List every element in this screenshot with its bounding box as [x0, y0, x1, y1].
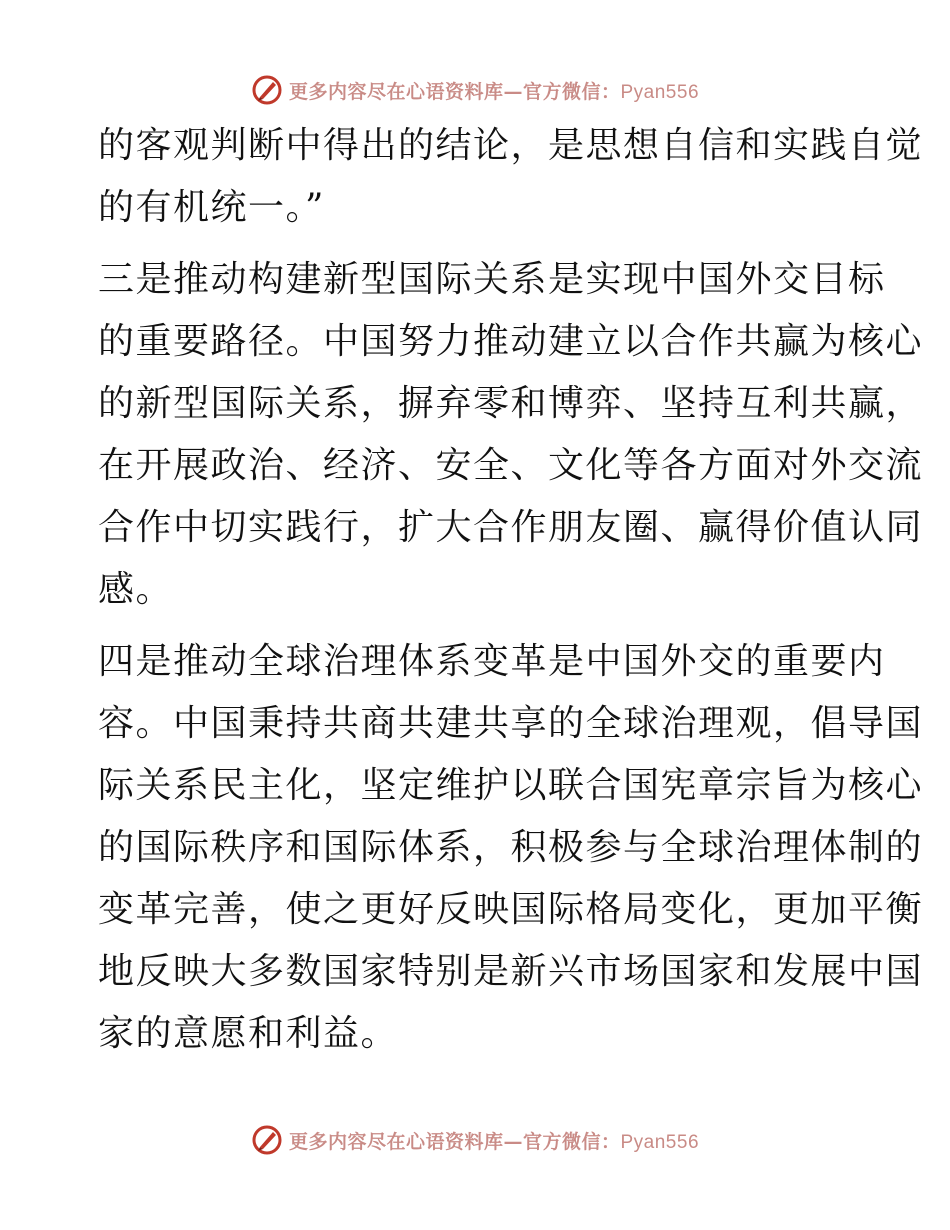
text-line: 家的意愿和利益。: [98, 1013, 399, 1054]
pen-logo-icon: [251, 74, 283, 106]
text-line: 际关系民主化，坚定维护以联合国宪章宗旨为核心: [98, 765, 924, 806]
text-line: 的重要路径。中国努力推动建立以合作共赢为核心: [98, 321, 924, 362]
text-line: 的国际秩序和国际体系，积极参与全球治理体制的: [98, 827, 924, 868]
footer-banner: [0, 1120, 950, 1160]
text-line: 的客观判断中得出的结论，是思想自信和实践自觉: [98, 125, 924, 166]
pen-logo-icon: [251, 1124, 283, 1156]
text-line: 四是推动全球治理体系变革是中国外交的重要内: [98, 641, 886, 682]
paragraph-2: [98, 249, 924, 621]
document-body: [98, 115, 924, 1065]
header-banner: [0, 70, 950, 110]
text-line: 地反映大多数国家特别是新兴市场国家和发展中国: [98, 951, 924, 992]
text-line: 变革完善，使之更好反映国际格局变化，更加平衡: [98, 889, 924, 930]
text-line: 容。中国秉持共商共建共享的全球治理观，倡导国: [98, 703, 924, 744]
text-line: 的新型国际关系，摒弃零和博弈、坚持互利共赢，: [98, 383, 924, 424]
text-line: 在开展政治、经济、安全、文化等各方面对外交流: [98, 445, 924, 486]
text-line: 三是推动构建新型国际关系是实现中国外交目标: [98, 259, 886, 300]
footer-banner-text: 更多内容尽在心语资料库—官方微信：Pyan556: [288, 1130, 700, 1153]
text-line: 合作中切实践行，扩大合作朋友圈、赢得价值认同: [98, 507, 924, 548]
paragraph-1: [98, 115, 924, 239]
paragraph-3: [98, 631, 924, 1065]
text-line: 感。: [98, 569, 174, 610]
text-line: 的有机统一。”: [98, 187, 325, 228]
header-banner-text: 更多内容尽在心语资料库—官方微信：Pyan556: [288, 80, 700, 103]
